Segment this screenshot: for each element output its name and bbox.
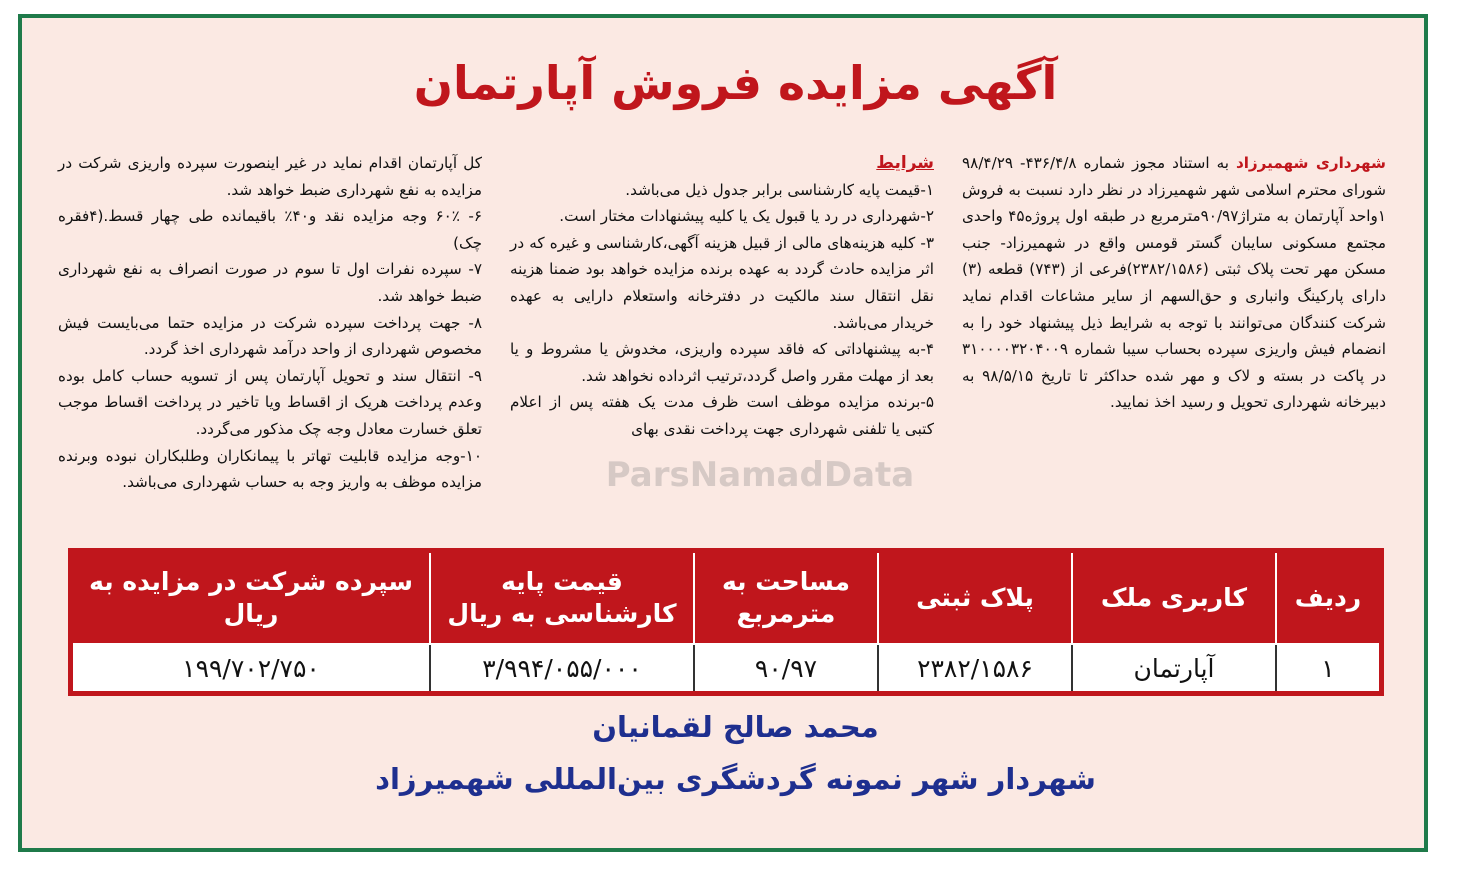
- cell-row-number: ۱: [1276, 644, 1382, 694]
- header-row-number: ردیف: [1276, 551, 1382, 645]
- header-property-use: کاربری ملک: [1072, 551, 1276, 645]
- intro-column: [962, 150, 1386, 416]
- cell-registration-plate: ۲۳۸۲/۱۵۸۶: [878, 644, 1072, 694]
- cell-base-price: ۳/۹۹۴/۰۵۵/۰۰۰: [430, 644, 694, 694]
- condition-item: ۲-شهرداری در رد یا قبول یک یا کلیه پیشنهادات مختار است.: [559, 207, 934, 226]
- ad-title: آگهی مزایده فروش آپارتمان: [413, 56, 1058, 110]
- header-registration-plate: پلاک ثبتی: [878, 551, 1072, 645]
- table-row: [71, 644, 1382, 694]
- conditions-continued-column: [58, 150, 482, 496]
- header-base-price: قیمت پایه کارشناسی به ریال: [430, 551, 694, 645]
- conditions-column: [510, 150, 934, 443]
- condition-item: ۷- سپرده نفرات اول تا سوم در صورت انصراف به نفع شهرداری ضبط خواهد شد.: [58, 260, 482, 305]
- condition-item: ۱-قیمت پایه کارشناسی برابر جدول ذیل می‌باشد.: [625, 180, 934, 199]
- cell-area: ۹۰/۹۷: [694, 644, 878, 694]
- conditions-heading: شرایط: [876, 153, 934, 173]
- condition-item: کل آپارتمان اقدام نماید در غیر اینصورت سپرده واریزی شرکت در مزایده به نفع شهرداری ضبط خواهد شد.: [58, 154, 482, 199]
- condition-item: ۹- انتقال سند و تحویل آپارتمان پس از تسویه حساب کامل بوده وعدم پرداخت هریک از اقساط ویا تاخیر در پرداخت اقساط موجب تعلق خسارت معادل وجه چک مذکور می‌گردد.: [58, 366, 482, 438]
- condition-item: ۳- کلیه هزینه‌های مالی از قبیل هزینه آگهی،کارشناسی و غیره که در اثر مزایده حادث گردد به عهده برنده مزایده خواهد بود ضمنا هزینه نقل انتقال سند مالکیت در دفترخانه واستعلام دارایی به عهده خریدار می‌باشد.: [510, 233, 934, 332]
- auction-table: [68, 548, 1384, 696]
- watermark: ParsNamadData: [605, 455, 915, 495]
- table-header-row: [71, 551, 1382, 645]
- header-area: مساحت به مترمربع: [694, 551, 878, 645]
- condition-item: ۶- ۶۰٪ وجه مزایده نقد و۴۰٪ باقیمانده طی چهار قسط.(۴فقره چک): [58, 207, 482, 252]
- condition-item: ۴-به پیشنهاداتی که فاقد سپرده واریزی، مخدوش یا مشروط و یا بعد از مهلت مقرر واصل گردد،ترتیب اثرداده نخواهد شد.: [510, 340, 934, 385]
- cell-deposit: ۱۹۹/۷۰۲/۷۵۰: [71, 644, 431, 694]
- condition-item: ۵-برنده مزایده موظف است ظرف مدت یک هفته پس از اعلام کتبی یا تلفنی شهرداری جهت پرداخت نقدی بهای: [510, 393, 934, 438]
- cell-property-use: آپارتمان: [1072, 644, 1276, 694]
- mayor-name: محمد صالح لقمانیان: [592, 710, 879, 744]
- mayor-position: شهردار شهر نمونه گردشگری بین‌المللی شهمیرزاد: [375, 762, 1096, 796]
- condition-item: ۸- جهت پرداخت سپرده شرکت در مزایده حتما می‌بایست فیش مخصوص شهرداری از واحد درآمد شهرداری اخذ گردد.: [58, 313, 482, 359]
- municipality-name: شهرداری شهمیرزاد: [1235, 154, 1386, 172]
- header-deposit: سپرده شرکت در مزایده به ریال: [71, 551, 431, 645]
- condition-item: ۱۰-وجه مزایده قابلیت تهاتر با پیمانکاران وطلبکاران نبوده وبرنده مزایده موظف به واریز وجه به حساب شهرداری می‌باشد.: [58, 446, 482, 492]
- intro-text: به استناد مجوز شماره ۴۳۶/۴/۸- ۹۸/۴/۲۹ شورای محترم اسلامی شهر شهمیرزاد در نظر دارد نسبت به فروش ۱واحد آپارتمان به متراژ۹۰/۹۷مترمربع در طبقه اول پروژه۴۵ واحدی مجتمع مسکونی سایبان گستر قومس واقع در شهمیرزاد- جنب مسکن مهر تحت پلاک ثبتی (۲۳۸۲/۱۵۸۶)فرعی از (۷۴۳) قطعه (۳) دارای پارکینگ وانباری و حق‌السهم از سایر مشاعات اقدام نماید شرکت کنندگان می‌توانند با توجه به شرایط ذیل پیشنهاد خود را به انضمام فیش واریزی سپرده بحساب سیبا شماره ۳۱۰۰۰۰۳۲۰۴۰۰۹ در پاکت در بسته و لاک و مهر شده حداکثر تا تاریخ ۹۸/۵/۱۵ به دبیرخانه شهرداری تحویل و رسید اخذ نمایید.: [962, 154, 1386, 412]
